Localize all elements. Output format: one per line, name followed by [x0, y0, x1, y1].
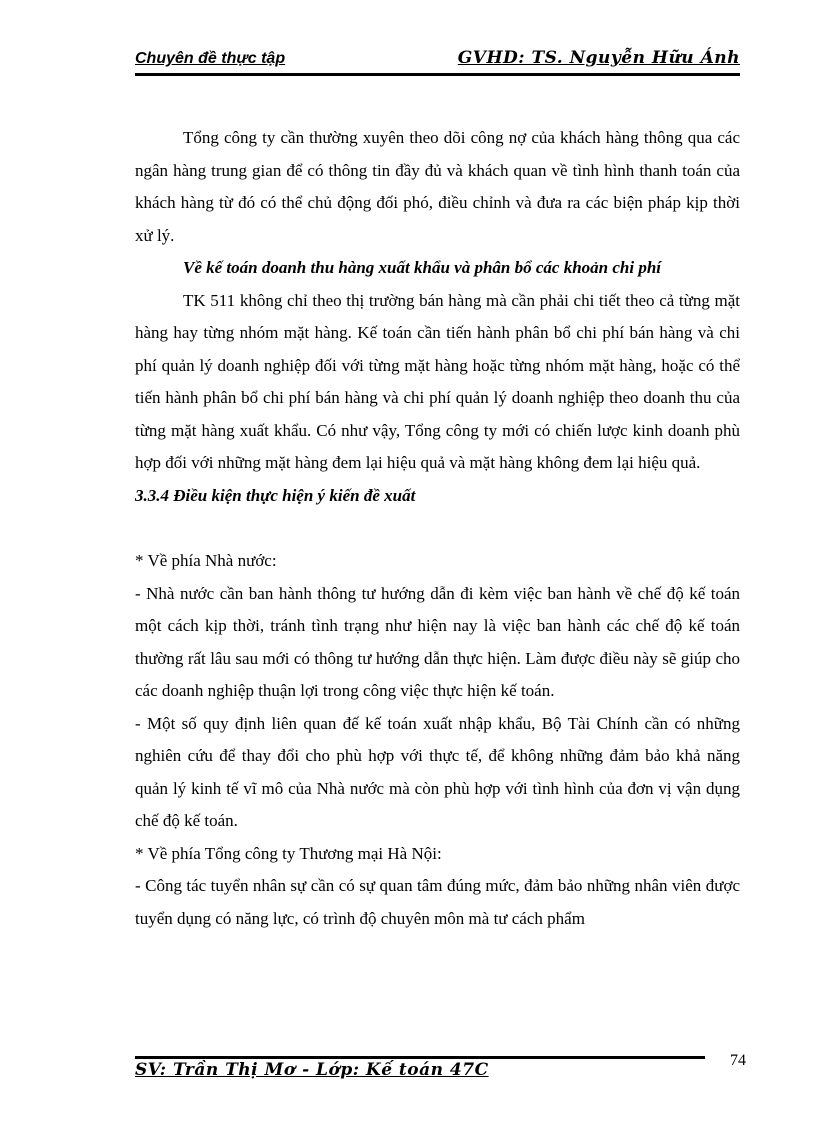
paragraph-regulation-revision: - Một số quy định liên quan đế kế toán xuất nhập khẩu, Bộ Tài Chính cần có những nghiên cứu để thay đổi cho phù hợp với thực tế, để không những đảm bảo khả năng quản lý kinh tế vĩ mô của Nhà nước mà còn phù hợp với tình hình của đơn vị vận dụng chế độ kế toán.: [135, 713, 740, 830]
sub-heading-revenue-allocation: Về kế toán doanh thu hàng xuất khẩu và phân bổ các khoản chi phí: [183, 258, 662, 277]
header-supervisor: GVHD: TS. Nguyễn Hữu Ánh: [457, 48, 740, 68]
paragraph-receivables: Tổng công ty cần thường xuyên theo dõi công nợ của khách hàng thông qua các ngân hàng trung gian để có thông tin đầy đủ và khách quan về tình hình thanh toán của khách hàng từ đó có thể chủ động đối phó, điều chỉnh và đưa ra các biện pháp kịp thời xử lý.: [135, 128, 740, 245]
document-body: [135, 122, 740, 935]
footer-student-info: SV: Trần Thị Mơ - Lớp: Kế toán 47C: [135, 1060, 489, 1080]
footer-divider: [135, 1056, 705, 1059]
page-header: [135, 48, 740, 76]
paragraph-company-side-label: * Về phía Tổng công ty Thương mại Hà Nội:: [135, 843, 442, 863]
page-number: 74: [730, 1052, 746, 1069]
section-heading-334: 3.3.4 Điều kiện thực hiện ý kiến đề xuất: [135, 485, 416, 505]
paragraph-state-side-label: * Về phía Nhà nước:: [135, 551, 277, 570]
paragraph-circular-guidance: - Nhà nước cần ban hành thông tư hướng dẫn đi kèm việc ban hành về chế độ kế toán một cách kịp thời, tránh tình trạng như hiện nay là việc ban hành các chế độ kế toán thường rất lâu sau mới có thông tư hướng dẫn thực hiện. Làm được điều này sẽ giúp cho các doanh nghiệp thuận lợi trong công việc thực hiện kế toán.: [135, 583, 740, 700]
paragraph-recruitment: - Công tác tuyển nhân sự cần có sự quan tâm đúng mức, đảm bảo những nhân viên được tuyển dụng có năng lực, có trình độ chuyên môn mà tư cách phẩm: [135, 876, 740, 928]
paragraph-tk511: TK 511 không chỉ theo thị trường bán hàng mà cần phải chi tiết theo cả từng mặt hàng hay từng nhóm mặt hàng. Kế toán cần tiến hành phân bổ chi phí bán hàng và chi phí quản lý doanh nghiệp đối với từng mặt hàng hoặc từng nhóm mặt hàng, hoặc có thể tiến hành phân bổ chi phí bán hàng và chi phí quản lý doanh nghiệp theo doanh thu của từng mặt hàng xuất khẩu. Có như vậy, Tổng công ty mới có chiến lược kinh doanh phù hợp đối với những mặt hàng đem lại hiệu quả và mặt hàng không đem lại hiệu quả.: [135, 290, 740, 472]
header-course-title: Chuyên đề thực tập: [135, 50, 286, 67]
